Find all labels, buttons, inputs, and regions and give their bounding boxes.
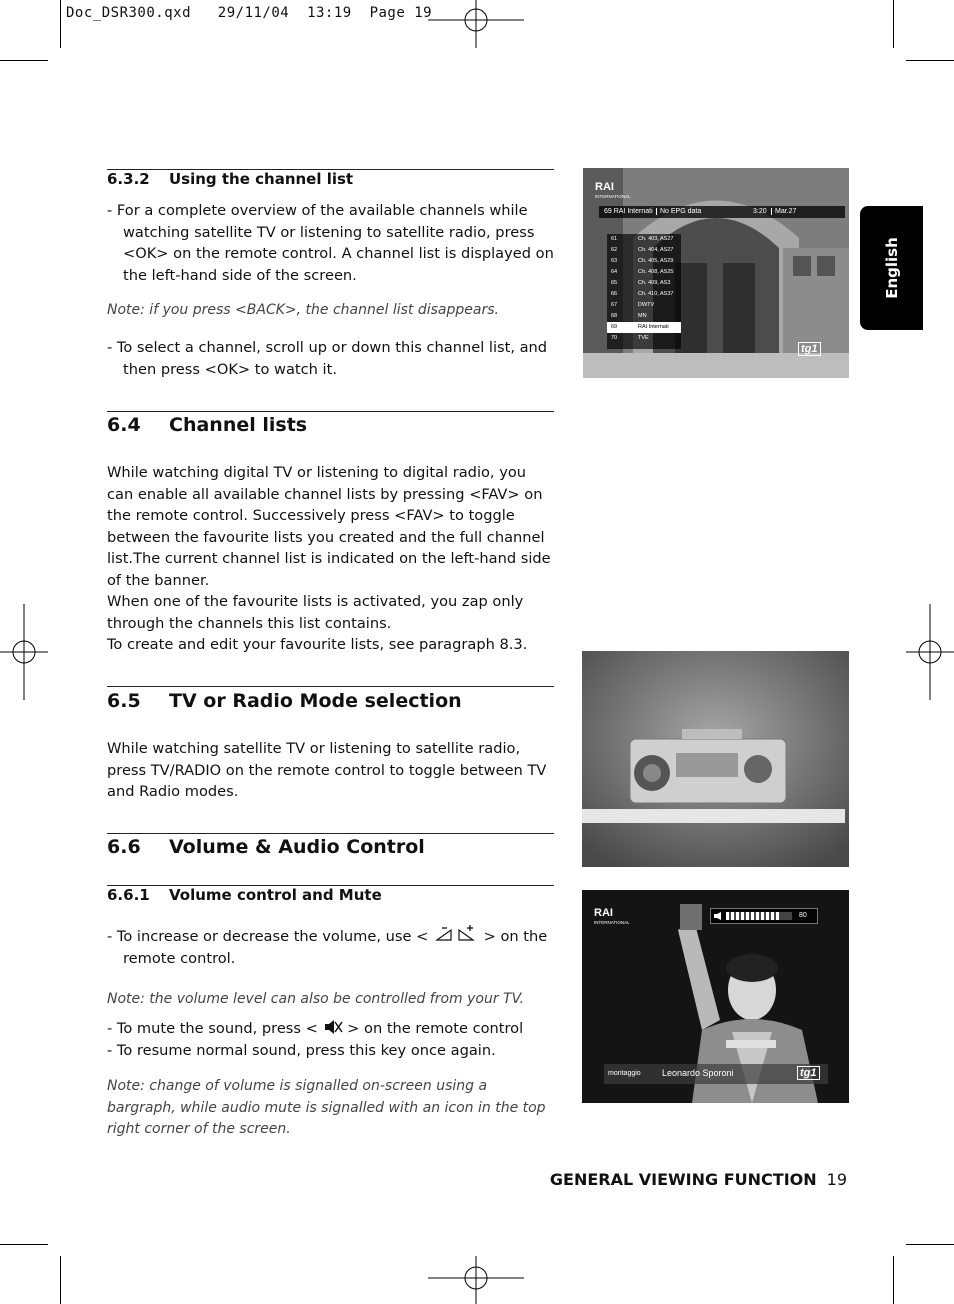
volume-bar: [726, 912, 792, 920]
channel-list-item[interactable]: [607, 289, 681, 300]
section-number: 6.4: [107, 414, 141, 436]
channel-number: 65: [611, 280, 618, 286]
channel-list-item[interactable]: [607, 333, 681, 344]
page-header: Doc_DSR300.qxd 29/11/04 13:19 Page 19: [66, 5, 433, 21]
section-title: Using the channel list: [169, 170, 354, 188]
channel-list: [607, 234, 681, 349]
channel-number: 62: [611, 247, 618, 253]
crop-mark: [893, 0, 894, 48]
section-heading-6-6-1: [107, 886, 382, 904]
channel-list-item[interactable]: [607, 300, 681, 311]
channel-name: Ch. 408, AS25: [638, 269, 674, 275]
section-title: Volume control and Mute: [169, 886, 382, 904]
crop-mark: [60, 0, 61, 48]
volume-screenshot: [582, 890, 849, 1103]
note: Note: if you press <BACK>, the channel list disappears.: [107, 302, 499, 318]
section-heading-6-3-2: [107, 170, 353, 188]
paragraph: While watching digital TV or listening to digital radio, you can enable all available channel lists by pressing <FAV> on the remote control. Successively press <FAV> to toggle between the favourite lists you created and the full channel list.The current channel list is indicated on the left-hand side of the banner.: [107, 464, 551, 589]
section-heading-6-5: [107, 690, 462, 712]
language-tab-label: English: [882, 237, 901, 299]
radio-photo: [582, 651, 849, 867]
section-number: 6.5: [107, 690, 141, 712]
crop-mark: [906, 1244, 954, 1245]
channel-name: Ch. 405, AS29: [638, 258, 674, 264]
logo-subtext: INTERNATIONAL: [595, 194, 631, 199]
channel-list-item[interactable]: [607, 311, 681, 322]
registration-mark-left: [0, 604, 48, 700]
crop-mark: [0, 60, 48, 61]
page-footer: [550, 1170, 847, 1189]
volume-value: 80: [799, 912, 807, 919]
channel-list-item[interactable]: [607, 267, 681, 278]
crop-mark: [906, 60, 954, 61]
paragraph: - To select a channel, scroll up or down this channel list, and then press <OK> to watch it.: [107, 339, 548, 378]
section-title: Volume & Audio Control: [169, 836, 425, 858]
channel-list-item[interactable]: [607, 322, 681, 333]
section-title: TV or Radio Mode selection: [169, 690, 462, 712]
logo-subtext: INTERNATIONAL: [594, 920, 630, 925]
registration-mark-top: [428, 0, 528, 48]
section-number: 6.6.1: [107, 886, 150, 904]
channel-list-item[interactable]: [607, 234, 681, 245]
channel-number: 64: [611, 269, 618, 275]
channel-name: TVE: [638, 335, 649, 341]
paragraph: To create and edit your favourite lists, see paragraph 8.3.: [107, 636, 528, 653]
volume-keys-icon: [433, 925, 479, 943]
text: > on the remote control.: [123, 928, 548, 967]
section-rule: [107, 833, 554, 834]
channel-name: Ch. 409, AS3: [638, 280, 671, 286]
channel-name: Ch. 404, AS27: [638, 247, 674, 253]
channel-name: DWTV: [638, 302, 655, 308]
logo: [594, 908, 630, 928]
channel-number: 67: [611, 302, 618, 308]
registration-mark-bottom: [428, 1256, 528, 1304]
channel-number: 70: [611, 335, 618, 341]
channel-number: 61: [611, 236, 618, 242]
paragraph: - To resume normal sound, press this key once again.: [107, 1042, 496, 1059]
logo-text: RAI: [594, 907, 613, 919]
channel-number: 68: [611, 313, 618, 319]
paragraph: When one of the favourite lists is activated, you zap only through the channels this list contains.: [107, 593, 524, 632]
channel-list-item[interactable]: [607, 245, 681, 256]
speaker-icon: [714, 912, 724, 920]
mute-key-icon: [323, 1019, 343, 1035]
footer-label: GENERAL VIEWING FUNCTION: [549, 1170, 817, 1189]
paragraph: [107, 1018, 570, 1040]
caption-name: Leonardo Sporoni: [662, 1068, 734, 1078]
channel-name: MN: [638, 313, 647, 319]
note: Note: the volume level can also be controlled from your TV.: [107, 991, 525, 1007]
logo: [595, 182, 631, 202]
paragraph: [107, 925, 570, 969]
banner-channel: 69 RAI Internati: [604, 208, 653, 215]
corner-logo: tg1: [798, 342, 821, 356]
text: - To mute the sound, press <: [107, 1020, 318, 1037]
section-number: 6.6: [107, 836, 141, 858]
language-tab: [860, 206, 923, 330]
section-title: Channel lists: [169, 414, 308, 436]
text: > on the remote control: [347, 1020, 524, 1037]
section-heading-6-4: [107, 414, 307, 436]
paragraph: - For a complete overview of the available channels while watching satellite TV or listening to satellite radio, press <OK> on the remote control. A channel list is displayed on the left-hand side of the screen.: [107, 202, 554, 284]
channel-name: RAI Internati: [638, 324, 669, 330]
channel-list-item[interactable]: [607, 278, 681, 289]
volume-bargraph: [710, 908, 818, 924]
crop-mark: [0, 1244, 48, 1245]
caption-small: montaggio: [608, 1070, 641, 1077]
logo-text: RAI: [595, 181, 614, 193]
section-rule: [107, 686, 554, 687]
section-heading-6-6: [107, 836, 425, 858]
corner-logo: tg1: [797, 1066, 820, 1080]
channel-name: Ch. 410, AS37: [638, 291, 674, 297]
page-number: 19: [826, 1170, 847, 1189]
paragraph: While watching satellite TV or listening to satellite radio, press TV/RADIO on the remote control to toggle between TV and Radio modes.: [107, 740, 547, 800]
channel-number: 66: [611, 291, 618, 297]
channel-number: 69: [611, 324, 618, 330]
channel-number: 63: [611, 258, 618, 264]
note: Note: change of volume is signalled on-screen using a bargraph, while audio mute is signalled with an icon in the top right corner of the screen.: [107, 1078, 546, 1137]
channel-list-screenshot: [583, 168, 849, 378]
channel-name: Ch. 403, AS27: [638, 236, 674, 242]
banner-date: Mar.27: [771, 208, 796, 215]
crop-mark: [893, 1256, 894, 1304]
radio-mode-screenshot: [582, 651, 849, 867]
channel-list-item[interactable]: [607, 256, 681, 267]
banner-epg: No EPG data: [656, 208, 701, 215]
section-number: 6.3.2: [107, 170, 150, 188]
text: - To increase or decrease the volume, use <: [107, 928, 429, 945]
banner-time: 3:20: [753, 208, 767, 215]
crop-mark: [60, 1256, 61, 1304]
registration-mark-right: [906, 604, 954, 700]
section-rule: [107, 411, 554, 412]
volume-bar-fill: [726, 912, 779, 920]
